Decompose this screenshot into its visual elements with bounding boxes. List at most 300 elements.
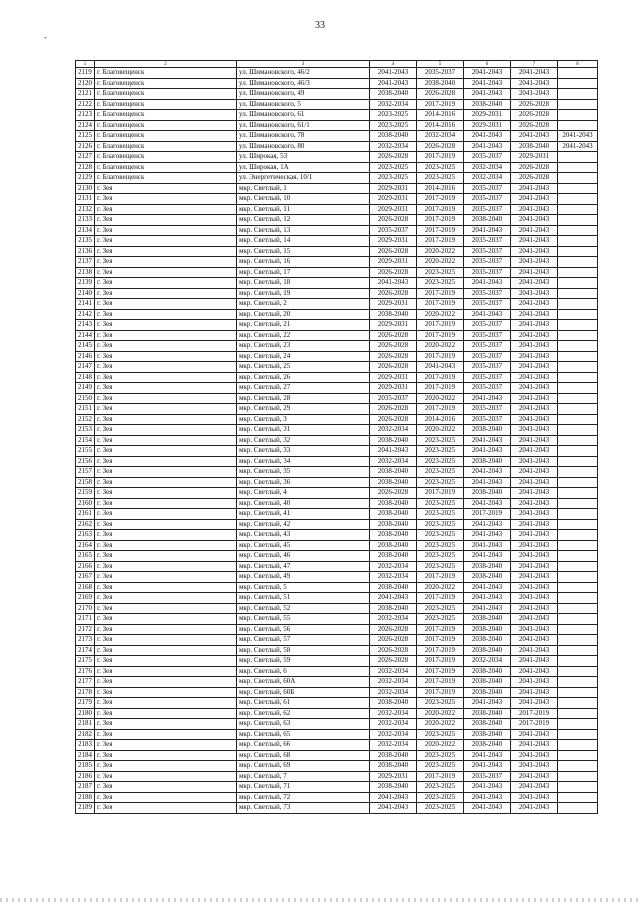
address-cell: мкр. Светлый, 62 bbox=[237, 708, 370, 719]
period-cell-5: 2023-2025 bbox=[417, 509, 464, 520]
period-cell-5: 2017-2019 bbox=[417, 330, 464, 341]
address-cell: мкр. Светлый, 31 bbox=[237, 425, 370, 436]
period-cell-7: 2041-2043 bbox=[511, 782, 558, 793]
column-number: 8 bbox=[558, 61, 598, 68]
period-cell-8 bbox=[558, 194, 598, 205]
row-number-cell: 2138 bbox=[76, 267, 95, 278]
address-cell: мкр. Светлый, 35 bbox=[237, 467, 370, 478]
period-cell-5: 2017-2019 bbox=[417, 215, 464, 226]
table-row bbox=[76, 698, 598, 709]
period-cell-6: 2035-2037 bbox=[464, 372, 511, 383]
period-cell-5: 2023-2025 bbox=[417, 519, 464, 530]
period-cell-7: 2041-2043 bbox=[511, 729, 558, 740]
period-cell-4: 2026-2028 bbox=[370, 215, 417, 226]
period-cell-6: 2035-2037 bbox=[464, 257, 511, 268]
period-cell-8 bbox=[558, 498, 598, 509]
row-number-cell: 2163 bbox=[76, 530, 95, 541]
period-cell-8 bbox=[558, 68, 598, 79]
period-cell-6: 2038-2040 bbox=[464, 719, 511, 730]
row-number-cell: 2135 bbox=[76, 236, 95, 247]
period-cell-6: 2041-2043 bbox=[464, 582, 511, 593]
period-cell-5: 2023-2025 bbox=[417, 456, 464, 467]
address-cell: мкр. Светлый, 66 bbox=[237, 740, 370, 751]
period-cell-7: 2041-2043 bbox=[511, 215, 558, 226]
table-row bbox=[76, 267, 598, 278]
row-number-cell: 2125 bbox=[76, 131, 95, 142]
row-number-cell: 2183 bbox=[76, 740, 95, 751]
row-number-cell: 2145 bbox=[76, 341, 95, 352]
period-cell-4: 2026-2028 bbox=[370, 624, 417, 635]
row-number-cell: 2136 bbox=[76, 246, 95, 257]
period-cell-6: 2038-2040 bbox=[464, 740, 511, 751]
row-number-cell: 2130 bbox=[76, 183, 95, 194]
period-cell-7: 2041-2043 bbox=[511, 656, 558, 667]
address-cell: мкр. Светлый, 4 bbox=[237, 488, 370, 499]
period-cell-7: 2041-2043 bbox=[511, 372, 558, 383]
table-row bbox=[76, 551, 598, 562]
period-cell-8 bbox=[558, 404, 598, 415]
row-number-cell: 2170 bbox=[76, 603, 95, 614]
period-cell-5: 2017-2019 bbox=[417, 383, 464, 394]
locality-cell: г. Зея bbox=[95, 236, 237, 247]
period-cell-5: 2023-2025 bbox=[417, 173, 464, 184]
period-cell-7: 2041-2043 bbox=[511, 614, 558, 625]
locality-cell: г. Зея bbox=[95, 698, 237, 709]
period-cell-8 bbox=[558, 425, 598, 436]
locality-cell: г. Зея bbox=[95, 719, 237, 730]
period-cell-5: 2020-2022 bbox=[417, 425, 464, 436]
period-cell-8 bbox=[558, 635, 598, 646]
period-cell-4: 2029-2031 bbox=[370, 194, 417, 205]
row-number-cell: 2147 bbox=[76, 362, 95, 373]
period-cell-4: 2038-2040 bbox=[370, 519, 417, 530]
period-cell-6: 2035-2037 bbox=[464, 351, 511, 362]
table-row bbox=[76, 456, 598, 467]
period-cell-4: 2026-2028 bbox=[370, 341, 417, 352]
period-cell-8 bbox=[558, 446, 598, 457]
address-cell: мкр. Светлый, 1 bbox=[237, 183, 370, 194]
period-cell-6: 2038-2040 bbox=[464, 624, 511, 635]
table-row bbox=[76, 624, 598, 635]
period-cell-6: 2035-2037 bbox=[464, 204, 511, 215]
table-row bbox=[76, 792, 598, 803]
period-cell-5: 2023-2025 bbox=[417, 782, 464, 793]
period-cell-4: 2032-2034 bbox=[370, 99, 417, 110]
locality-cell: г. Благовещенск bbox=[95, 152, 237, 163]
period-cell-6: 2041-2043 bbox=[464, 477, 511, 488]
address-cell: ул. Шимановского, 61/1 bbox=[237, 120, 370, 131]
period-cell-4: 2029-2031 bbox=[370, 183, 417, 194]
period-cell-8 bbox=[558, 225, 598, 236]
row-number-cell: 2143 bbox=[76, 320, 95, 331]
table-row bbox=[76, 593, 598, 604]
period-cell-6: 2038-2040 bbox=[464, 729, 511, 740]
period-cell-6: 2035-2037 bbox=[464, 236, 511, 247]
locality-cell: г. Зея bbox=[95, 750, 237, 761]
period-cell-6: 2038-2040 bbox=[464, 572, 511, 583]
period-cell-4: 2026-2028 bbox=[370, 288, 417, 299]
period-cell-5: 2017-2019 bbox=[417, 372, 464, 383]
period-cell-8 bbox=[558, 509, 598, 520]
address-cell: мкр. Светлый, 56 bbox=[237, 624, 370, 635]
locality-cell: г. Зея bbox=[95, 677, 237, 688]
period-cell-5: 2020-2022 bbox=[417, 740, 464, 751]
scan-edge-mark bbox=[0, 898, 640, 902]
table-row bbox=[76, 498, 598, 509]
period-cell-6: 2035-2037 bbox=[464, 320, 511, 331]
column-number: 5 bbox=[417, 61, 464, 68]
locality-cell: г. Зея bbox=[95, 425, 237, 436]
period-cell-5: 2023-2025 bbox=[417, 435, 464, 446]
row-number-cell: 2141 bbox=[76, 299, 95, 310]
row-number-cell: 2152 bbox=[76, 414, 95, 425]
period-cell-7: 2026-2028 bbox=[511, 173, 558, 184]
table-row bbox=[76, 194, 598, 205]
row-number-cell: 2142 bbox=[76, 309, 95, 320]
row-number-cell: 2119 bbox=[76, 68, 95, 79]
period-cell-7: 2041-2043 bbox=[511, 551, 558, 562]
period-cell-8 bbox=[558, 309, 598, 320]
period-cell-7: 2041-2043 bbox=[511, 477, 558, 488]
period-cell-8 bbox=[558, 288, 598, 299]
period-cell-6: 2035-2037 bbox=[464, 299, 511, 310]
locality-cell: г. Зея bbox=[95, 530, 237, 541]
address-cell: ул. Широкая, 1А bbox=[237, 162, 370, 173]
period-cell-8 bbox=[558, 803, 598, 814]
locality-cell: г. Зея bbox=[95, 278, 237, 289]
period-cell-6: 2041-2043 bbox=[464, 603, 511, 614]
row-number-cell: 2139 bbox=[76, 278, 95, 289]
period-cell-5: 2017-2019 bbox=[417, 351, 464, 362]
address-cell: мкр. Светлый, 46 bbox=[237, 551, 370, 562]
period-cell-6: 2038-2040 bbox=[464, 635, 511, 646]
period-cell-5: 2017-2019 bbox=[417, 194, 464, 205]
address-cell: ул. Шимановского, 78 bbox=[237, 131, 370, 142]
period-cell-6: 2029-2031 bbox=[464, 110, 511, 121]
period-cell-8 bbox=[558, 530, 598, 541]
row-number-cell: 2177 bbox=[76, 677, 95, 688]
locality-cell: г. Зея bbox=[95, 561, 237, 572]
table-row bbox=[76, 635, 598, 646]
period-cell-7: 2041-2043 bbox=[511, 68, 558, 79]
period-cell-5: 2026-2028 bbox=[417, 89, 464, 100]
address-cell: мкр. Светлый, 34 bbox=[237, 456, 370, 467]
period-cell-6: 2032-2034 bbox=[464, 173, 511, 184]
period-cell-8 bbox=[558, 708, 598, 719]
period-cell-6: 2041-2043 bbox=[464, 698, 511, 709]
period-cell-8 bbox=[558, 78, 598, 89]
period-cell-4: 2041-2043 bbox=[370, 78, 417, 89]
period-cell-8 bbox=[558, 120, 598, 131]
period-cell-5: 2017-2019 bbox=[417, 99, 464, 110]
address-cell: мкр. Светлый, 65 bbox=[237, 729, 370, 740]
row-number-cell: 2181 bbox=[76, 719, 95, 730]
period-cell-7: 2041-2043 bbox=[511, 204, 558, 215]
table-row bbox=[76, 614, 598, 625]
period-cell-7: 2041-2043 bbox=[511, 540, 558, 551]
row-number-cell: 2166 bbox=[76, 561, 95, 572]
table-row bbox=[76, 299, 598, 310]
address-cell: мкр. Светлый, 72 bbox=[237, 792, 370, 803]
period-cell-4: 2032-2034 bbox=[370, 425, 417, 436]
row-number-cell: 2189 bbox=[76, 803, 95, 814]
period-cell-5: 2023-2025 bbox=[417, 162, 464, 173]
period-cell-8 bbox=[558, 246, 598, 257]
address-cell: ул. Широкая, 53 bbox=[237, 152, 370, 163]
period-cell-5: 2023-2025 bbox=[417, 467, 464, 478]
locality-cell: г. Зея bbox=[95, 729, 237, 740]
period-cell-4: 2032-2034 bbox=[370, 687, 417, 698]
locality-cell: г. Зея bbox=[95, 771, 237, 782]
period-cell-5: 2035-2037 bbox=[417, 68, 464, 79]
period-cell-7: 2041-2043 bbox=[511, 404, 558, 415]
row-number-cell: 2154 bbox=[76, 435, 95, 446]
period-cell-8 bbox=[558, 393, 598, 404]
address-cell: мкр. Светлый, 49 bbox=[237, 572, 370, 583]
row-number-cell: 2164 bbox=[76, 540, 95, 551]
period-cell-6: 2035-2037 bbox=[464, 771, 511, 782]
period-cell-4: 2032-2034 bbox=[370, 740, 417, 751]
period-cell-6: 2041-2043 bbox=[464, 551, 511, 562]
period-cell-8 bbox=[558, 456, 598, 467]
address-cell: мкр. Светлый, 69 bbox=[237, 761, 370, 772]
locality-cell: г. Благовещенск bbox=[95, 110, 237, 121]
period-cell-6: 2035-2037 bbox=[464, 330, 511, 341]
period-cell-8 bbox=[558, 698, 598, 709]
period-cell-4: 2032-2034 bbox=[370, 719, 417, 730]
table-row bbox=[76, 803, 598, 814]
locality-cell: г. Зея bbox=[95, 194, 237, 205]
period-cell-8 bbox=[558, 467, 598, 478]
period-cell-5: 2017-2019 bbox=[417, 635, 464, 646]
address-cell: мкр. Светлый, 7 bbox=[237, 771, 370, 782]
table-row bbox=[76, 89, 598, 100]
period-cell-6: 2035-2037 bbox=[464, 152, 511, 163]
table-row bbox=[76, 435, 598, 446]
period-cell-7: 2041-2043 bbox=[511, 750, 558, 761]
column-number: 3 bbox=[237, 61, 370, 68]
period-cell-6: 2029-2031 bbox=[464, 120, 511, 131]
period-cell-8 bbox=[558, 152, 598, 163]
locality-cell: г. Зея bbox=[95, 614, 237, 625]
table-row bbox=[76, 183, 598, 194]
period-cell-5: 2023-2025 bbox=[417, 803, 464, 814]
row-number-cell: 2162 bbox=[76, 519, 95, 530]
period-cell-4: 2023-2025 bbox=[370, 162, 417, 173]
period-cell-8 bbox=[558, 414, 598, 425]
period-cell-8 bbox=[558, 215, 598, 226]
locality-cell: г. Зея bbox=[95, 645, 237, 656]
period-cell-4: 2032-2034 bbox=[370, 561, 417, 572]
address-cell: мкр. Светлый, 13 bbox=[237, 225, 370, 236]
locality-cell: г. Зея bbox=[95, 624, 237, 635]
period-cell-4: 2026-2028 bbox=[370, 645, 417, 656]
period-cell-7: 2041-2043 bbox=[511, 288, 558, 299]
row-number-cell: 2167 bbox=[76, 572, 95, 583]
period-cell-4: 2035-2037 bbox=[370, 393, 417, 404]
table-row bbox=[76, 656, 598, 667]
row-number-cell: 2168 bbox=[76, 582, 95, 593]
table-row bbox=[76, 477, 598, 488]
period-cell-7: 2041-2043 bbox=[511, 194, 558, 205]
period-cell-6: 2041-2043 bbox=[464, 593, 511, 604]
period-cell-7: 2041-2043 bbox=[511, 225, 558, 236]
table-row bbox=[76, 78, 598, 89]
period-cell-4: 2026-2028 bbox=[370, 404, 417, 415]
period-cell-8 bbox=[558, 677, 598, 688]
period-cell-5: 2017-2019 bbox=[417, 320, 464, 331]
period-cell-5: 2023-2025 bbox=[417, 761, 464, 772]
period-cell-8 bbox=[558, 519, 598, 530]
period-cell-7: 2041-2043 bbox=[511, 740, 558, 751]
locality-cell: г. Благовещенск bbox=[95, 120, 237, 131]
period-cell-6: 2038-2040 bbox=[464, 687, 511, 698]
period-cell-8 bbox=[558, 561, 598, 572]
locality-cell: г. Зея bbox=[95, 257, 237, 268]
stray-mark: - bbox=[44, 33, 47, 42]
period-cell-6: 2041-2043 bbox=[464, 446, 511, 457]
period-cell-8 bbox=[558, 477, 598, 488]
locality-cell: г. Зея bbox=[95, 299, 237, 310]
address-cell: мкр. Светлый, 17 bbox=[237, 267, 370, 278]
period-cell-5: 2020-2022 bbox=[417, 582, 464, 593]
locality-cell: г. Зея bbox=[95, 341, 237, 352]
locality-cell: г. Зея bbox=[95, 740, 237, 751]
address-cell: мкр. Светлый, 14 bbox=[237, 236, 370, 247]
period-cell-4: 2026-2028 bbox=[370, 414, 417, 425]
row-number-cell: 2123 bbox=[76, 110, 95, 121]
locality-cell: г. Зея bbox=[95, 414, 237, 425]
row-number-cell: 2156 bbox=[76, 456, 95, 467]
period-cell-5: 2023-2025 bbox=[417, 603, 464, 614]
period-cell-6: 2041-2043 bbox=[464, 782, 511, 793]
period-cell-4: 2026-2028 bbox=[370, 330, 417, 341]
address-cell: мкр. Светлый, 21 bbox=[237, 320, 370, 331]
period-cell-8 bbox=[558, 572, 598, 583]
period-cell-7: 2041-2043 bbox=[511, 624, 558, 635]
period-cell-6: 2041-2043 bbox=[464, 89, 511, 100]
locality-cell: г. Благовещенск bbox=[95, 141, 237, 152]
period-cell-4: 2026-2028 bbox=[370, 635, 417, 646]
period-cell-5: 2017-2019 bbox=[417, 488, 464, 499]
table-row bbox=[76, 393, 598, 404]
period-cell-4: 2038-2040 bbox=[370, 498, 417, 509]
address-cell: мкр. Светлый, 25 bbox=[237, 362, 370, 373]
period-cell-6: 2041-2043 bbox=[464, 309, 511, 320]
row-number-cell: 2151 bbox=[76, 404, 95, 415]
period-cell-4: 2038-2040 bbox=[370, 530, 417, 541]
period-cell-6: 2035-2037 bbox=[464, 288, 511, 299]
locality-cell: г. Зея bbox=[95, 488, 237, 499]
period-cell-7: 2041-2043 bbox=[511, 561, 558, 572]
period-cell-7: 2041-2043 bbox=[511, 803, 558, 814]
period-cell-5: 2014-2016 bbox=[417, 183, 464, 194]
period-cell-7: 2041-2043 bbox=[511, 257, 558, 268]
table-row bbox=[76, 120, 598, 131]
row-number-cell: 2127 bbox=[76, 152, 95, 163]
period-cell-4: 2032-2034 bbox=[370, 456, 417, 467]
address-cell: мкр. Светлый, 60А bbox=[237, 677, 370, 688]
period-cell-7: 2041-2043 bbox=[511, 278, 558, 289]
locality-cell: г. Зея bbox=[95, 309, 237, 320]
locality-cell: г. Зея bbox=[95, 267, 237, 278]
period-cell-6: 2038-2040 bbox=[464, 488, 511, 499]
period-cell-5: 2017-2019 bbox=[417, 299, 464, 310]
period-cell-4: 2026-2028 bbox=[370, 246, 417, 257]
locality-cell: г. Благовещенск bbox=[95, 162, 237, 173]
locality-cell: г. Зея bbox=[95, 320, 237, 331]
period-cell-7: 2041-2043 bbox=[511, 488, 558, 499]
row-number-cell: 2132 bbox=[76, 204, 95, 215]
address-cell: мкр. Светлый, 18 bbox=[237, 278, 370, 289]
period-cell-7: 2041-2043 bbox=[511, 666, 558, 677]
table-row bbox=[76, 246, 598, 257]
period-cell-4: 2026-2028 bbox=[370, 267, 417, 278]
address-cell: мкр. Светлый, 57 bbox=[237, 635, 370, 646]
period-cell-4: 2023-2025 bbox=[370, 173, 417, 184]
period-cell-4: 2026-2028 bbox=[370, 488, 417, 499]
period-cell-5: 2017-2019 bbox=[417, 687, 464, 698]
period-cell-6: 2035-2037 bbox=[464, 341, 511, 352]
row-number-cell: 2172 bbox=[76, 624, 95, 635]
period-cell-8 bbox=[558, 351, 598, 362]
period-cell-7: 2026-2028 bbox=[511, 110, 558, 121]
table-row bbox=[76, 750, 598, 761]
period-cell-6: 2035-2037 bbox=[464, 414, 511, 425]
period-cell-4: 2026-2028 bbox=[370, 152, 417, 163]
period-cell-6: 2041-2043 bbox=[464, 435, 511, 446]
address-cell: мкр. Светлый, 11 bbox=[237, 204, 370, 215]
locality-cell: г. Зея bbox=[95, 435, 237, 446]
locality-cell: г. Зея bbox=[95, 687, 237, 698]
period-cell-7: 2041-2043 bbox=[511, 89, 558, 100]
column-number-row bbox=[76, 61, 598, 68]
period-cell-5: 2023-2025 bbox=[417, 614, 464, 625]
column-number: 7 bbox=[511, 61, 558, 68]
locality-cell: г. Зея bbox=[95, 656, 237, 667]
period-cell-5: 2017-2019 bbox=[417, 666, 464, 677]
period-cell-6: 2041-2043 bbox=[464, 530, 511, 541]
page-number: 33 bbox=[315, 20, 325, 31]
period-cell-7: 2041-2043 bbox=[511, 456, 558, 467]
row-number-cell: 2159 bbox=[76, 488, 95, 499]
period-cell-6: 2041-2043 bbox=[464, 792, 511, 803]
period-cell-8 bbox=[558, 593, 598, 604]
period-cell-8 bbox=[558, 740, 598, 751]
table-row bbox=[76, 362, 598, 373]
period-cell-6: 2041-2043 bbox=[464, 519, 511, 530]
row-number-cell: 2148 bbox=[76, 372, 95, 383]
period-cell-5: 2041-2043 bbox=[417, 362, 464, 373]
row-number-cell: 2134 bbox=[76, 225, 95, 236]
address-cell: мкр. Светлый, 3 bbox=[237, 414, 370, 425]
locality-cell: г. Благовещенск bbox=[95, 173, 237, 184]
table-row bbox=[76, 761, 598, 772]
address-cell: мкр. Светлый, 6 bbox=[237, 666, 370, 677]
table-row bbox=[76, 719, 598, 730]
period-cell-5: 2017-2019 bbox=[417, 236, 464, 247]
period-cell-4: 2038-2040 bbox=[370, 603, 417, 614]
period-cell-4: 2032-2034 bbox=[370, 666, 417, 677]
period-cell-4: 2041-2043 bbox=[370, 593, 417, 604]
period-cell-8 bbox=[558, 782, 598, 793]
period-cell-8 bbox=[558, 771, 598, 782]
locality-cell: г. Зея bbox=[95, 404, 237, 415]
period-cell-4: 2032-2034 bbox=[370, 677, 417, 688]
period-cell-4: 2041-2043 bbox=[370, 446, 417, 457]
row-number-cell: 2169 bbox=[76, 593, 95, 604]
period-cell-4: 2038-2040 bbox=[370, 89, 417, 100]
